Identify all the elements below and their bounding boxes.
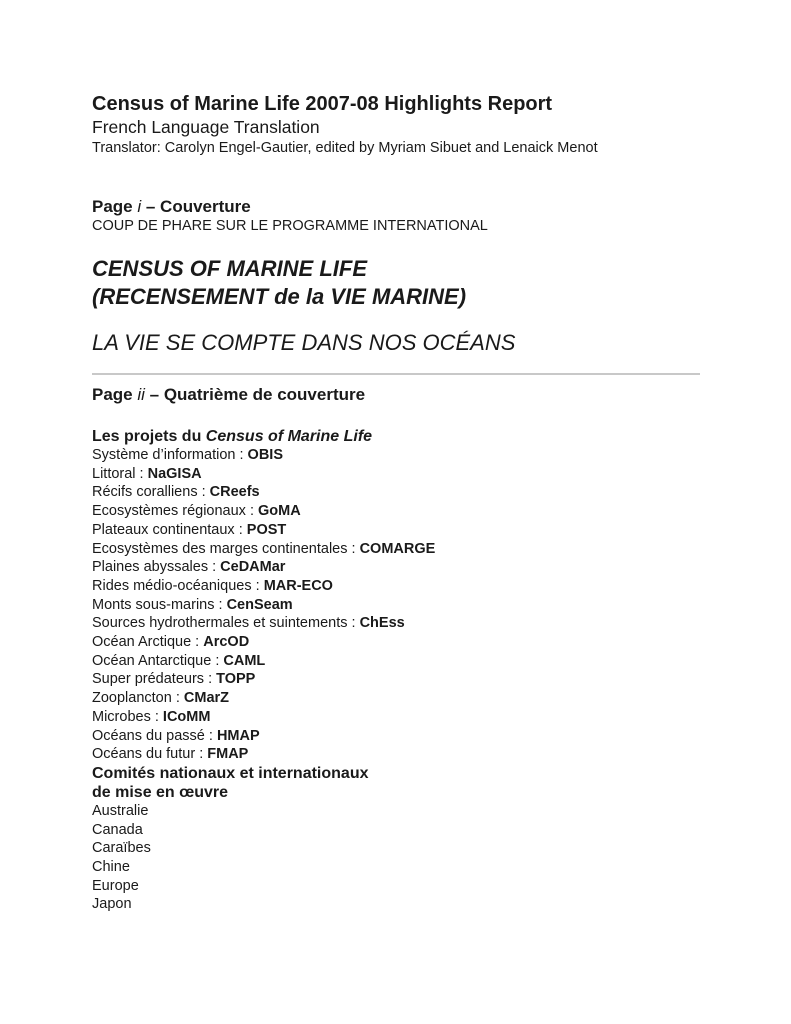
list-item [92, 727, 702, 746]
doc-title: Census of Marine Life 2007-08 Highlights Report [92, 93, 553, 115]
project-label: Système d’information : [92, 447, 248, 463]
project-code: FMAP [207, 746, 249, 763]
page-i-label: – Couverture [141, 197, 251, 216]
committees-list [92, 802, 702, 914]
project-code: ICoMM [162, 708, 211, 725]
section-divider [92, 373, 700, 375]
project-label: Plateaux continentaux : [92, 521, 247, 538]
list-item: Chine [92, 859, 130, 876]
projects-list [92, 446, 702, 764]
projects-heading-prefix: Les projets du [92, 428, 206, 445]
project-code: CenSeam [226, 596, 293, 613]
project-label: Ecosystèmes des marges continentales : [92, 540, 360, 557]
project-code: CeDAMar [220, 559, 286, 576]
project-label: Sources hydrothermales et suintements : [92, 615, 360, 632]
page-i-prefix: Page [92, 197, 138, 216]
list-item [92, 614, 702, 633]
list-item: Canada [92, 821, 143, 838]
project-label: Océans du passé : [92, 727, 217, 744]
project-code: ArcOD [203, 634, 250, 651]
list-item [92, 577, 702, 596]
list-item [92, 558, 702, 577]
list-item [92, 596, 702, 615]
committees-heading-line2: de mise en œuvre [92, 783, 229, 801]
project-code: COMARGE [359, 540, 436, 557]
project-label: Océan Arctique : [92, 634, 204, 651]
project-code: CMarZ [183, 690, 230, 707]
list-item [92, 446, 702, 465]
list-item [92, 633, 702, 652]
list-item [92, 540, 702, 559]
project-code: NaGISA [147, 465, 202, 482]
committees-heading-line1: Comités nationaux et internationaux [92, 764, 369, 782]
list-item: Europe [92, 877, 139, 894]
project-label: Plaines abyssales : [92, 559, 221, 576]
page-ii-prefix: Page [92, 385, 138, 404]
list-item [92, 745, 702, 764]
project-code: OBIS [247, 447, 283, 463]
doc-subtitle: French Language Translation [92, 117, 320, 137]
project-code: HMAP [216, 727, 260, 744]
list-item [92, 465, 702, 484]
list-item [92, 521, 702, 540]
project-code: GoMA [258, 503, 301, 520]
page-i-caption: COUP DE PHARE SUR LE PROGRAMME INTERNATIONAL [92, 218, 488, 234]
cover-slogan: LA VIE SE COMPTE DANS NOS OCÉANS [92, 330, 516, 355]
project-label: Ecosystèmes régionaux : [92, 503, 259, 520]
project-code: CReefs [209, 484, 260, 501]
list-item [92, 689, 702, 708]
page-ii-number: ii [137, 385, 145, 404]
project-label: Zooplancton : [92, 690, 184, 707]
page-i-number: i [137, 197, 142, 216]
projects-heading [92, 427, 702, 446]
list-item [92, 483, 702, 502]
project-label: Rides médio-océaniques : [92, 577, 264, 594]
cover-title-line1: CENSUS OF MARINE LIFE [92, 256, 368, 281]
cover-title-line2: (RECENSEMENT de la VIE MARINE) [92, 284, 467, 309]
doc-credit: Translator: Carolyn Engel-Gautier, edited by Myriam Sibuet and Lenaick Menot [92, 140, 598, 156]
project-label: Microbes : [92, 708, 163, 725]
page-ii-label: – Quatrième de couverture [144, 385, 366, 404]
project-code: MAR-ECO [263, 577, 333, 594]
list-item [92, 652, 702, 671]
list-item [92, 670, 702, 689]
projects-heading-italic: Census of Marine Life [205, 428, 373, 445]
list-item [92, 708, 702, 727]
project-label: Super prédateurs : [92, 671, 217, 688]
document-page [92, 92, 702, 914]
project-code: POST [246, 521, 287, 538]
project-label: Littoral : [92, 465, 148, 482]
list-item [92, 502, 702, 521]
project-label: Récifs coralliens : [92, 484, 210, 501]
project-label: Océans du futur : [92, 746, 208, 763]
page-i-heading [92, 196, 702, 217]
project-code: TOPP [216, 671, 256, 688]
project-label: Monts sous-marins : [92, 596, 227, 613]
list-item: Caraïbes [92, 840, 151, 857]
project-code: ChEss [359, 615, 405, 632]
list-item: Japon [92, 896, 132, 913]
project-label: Océan Antarctique : [92, 652, 224, 669]
page-ii-heading [92, 384, 702, 405]
list-item: Australie [92, 802, 149, 819]
project-code: CAML [223, 652, 266, 669]
